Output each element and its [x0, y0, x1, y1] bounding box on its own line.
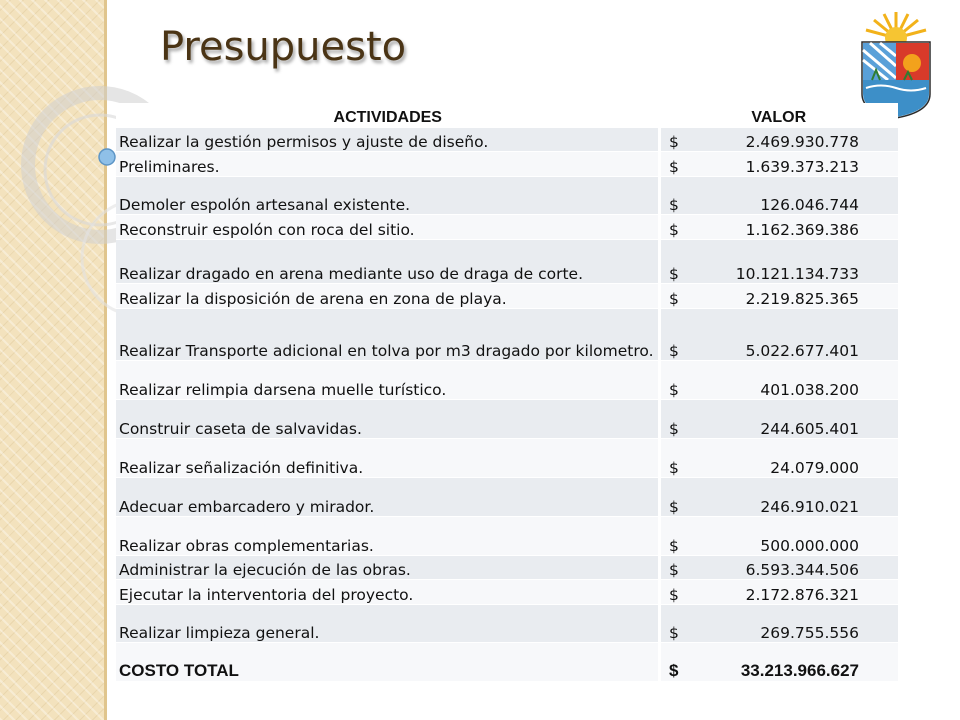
currency-symbol: $	[669, 158, 679, 176]
currency-symbol: $	[669, 221, 679, 239]
value-cell	[660, 128, 899, 152]
table-row	[116, 361, 898, 400]
activity-cell: Realizar limpieza general.	[116, 605, 660, 643]
currency-symbol: $	[669, 586, 679, 604]
table-header-row	[116, 103, 898, 128]
table-row	[116, 240, 898, 284]
budget-table	[116, 103, 898, 682]
total-amount: 33.213.966.627	[740, 661, 859, 680]
value-cell	[660, 439, 899, 478]
total-row	[116, 643, 898, 682]
table-row	[116, 215, 898, 240]
amount: 244.605.401	[760, 420, 859, 438]
value-column-header: VALOR	[660, 103, 899, 128]
amount: 126.046.744	[760, 196, 859, 214]
value-cell	[660, 215, 899, 240]
amount: 269.755.556	[760, 624, 859, 642]
currency-symbol: $	[669, 624, 679, 642]
currency-symbol: $	[669, 420, 679, 438]
table-row	[116, 580, 898, 605]
currency-symbol: $	[669, 661, 679, 680]
value-cell	[660, 240, 899, 284]
value-cell	[660, 309, 899, 361]
table-row	[116, 284, 898, 309]
table-row	[116, 439, 898, 478]
amount: 2.172.876.321	[745, 586, 859, 604]
activity-cell: Preliminares.	[116, 152, 660, 177]
currency-symbol: $	[669, 381, 679, 399]
activity-cell: Realizar señalización definitiva.	[116, 439, 660, 478]
amount: 1.162.369.386	[745, 221, 859, 239]
total-value-cell	[660, 643, 899, 682]
value-cell	[660, 517, 899, 556]
activity-cell: Reconstruir espolón con roca del sitio.	[116, 215, 660, 240]
currency-symbol: $	[669, 561, 679, 579]
value-cell	[660, 361, 899, 400]
activity-cell: Administrar la ejecución de las obras.	[116, 556, 660, 580]
amount: 6.593.344.506	[745, 561, 859, 579]
table-row	[116, 517, 898, 556]
activity-cell: Realizar dragado en arena mediante uso de draga de corte.	[116, 240, 660, 284]
value-cell	[660, 580, 899, 605]
currency-symbol: $	[669, 133, 679, 151]
total-label: COSTO TOTAL	[116, 643, 660, 682]
value-cell	[660, 152, 899, 177]
value-cell	[660, 177, 899, 215]
value-cell	[660, 284, 899, 309]
value-cell	[660, 478, 899, 517]
activity-cell: Realizar obras complementarias.	[116, 517, 660, 556]
value-cell	[660, 556, 899, 580]
activity-cell: Demoler espolón artesanal existente.	[116, 177, 660, 215]
amount: 2.469.930.778	[745, 133, 859, 151]
table-row	[116, 478, 898, 517]
currency-symbol: $	[669, 196, 679, 214]
table-row	[116, 152, 898, 177]
activity-cell: Realizar la gestión permisos y ajuste de diseño.	[116, 128, 660, 152]
table-row	[116, 177, 898, 215]
activity-cell: Realizar relimpia darsena muelle turístico.	[116, 361, 660, 400]
amount: 246.910.021	[760, 498, 859, 516]
currency-symbol: $	[669, 265, 679, 283]
activity-cell: Construir caseta de salvavidas.	[116, 400, 660, 439]
currency-symbol: $	[669, 459, 679, 477]
currency-symbol: $	[669, 537, 679, 555]
activity-cell: Adecuar embarcadero y mirador.	[116, 478, 660, 517]
table-row	[116, 400, 898, 439]
table-row	[116, 309, 898, 361]
amount: 401.038.200	[760, 381, 859, 399]
currency-symbol: $	[669, 290, 679, 308]
value-cell	[660, 605, 899, 643]
value-cell	[660, 400, 899, 439]
currency-symbol: $	[669, 342, 679, 360]
activity-cell: Ejecutar la interventoria del proyecto.	[116, 580, 660, 605]
activity-cell: Realizar Transporte adicional en tolva por m3 dragado por kilometro.	[116, 309, 660, 361]
table-row	[116, 556, 898, 580]
amount: 500.000.000	[760, 537, 859, 555]
page-title: Presupuesto	[160, 24, 407, 70]
amount: 24.079.000	[770, 459, 859, 477]
activities-column-header: ACTIVIDADES	[116, 103, 660, 128]
currency-symbol: $	[669, 498, 679, 516]
activity-cell: Realizar la disposición de arena en zona de playa.	[116, 284, 660, 309]
amount: 5.022.677.401	[745, 342, 859, 360]
amount: 2.219.825.365	[745, 290, 859, 308]
table-row	[116, 128, 898, 152]
table-row	[116, 605, 898, 643]
amount: 1.639.373.213	[745, 158, 859, 176]
amount: 10.121.134.733	[735, 265, 859, 283]
